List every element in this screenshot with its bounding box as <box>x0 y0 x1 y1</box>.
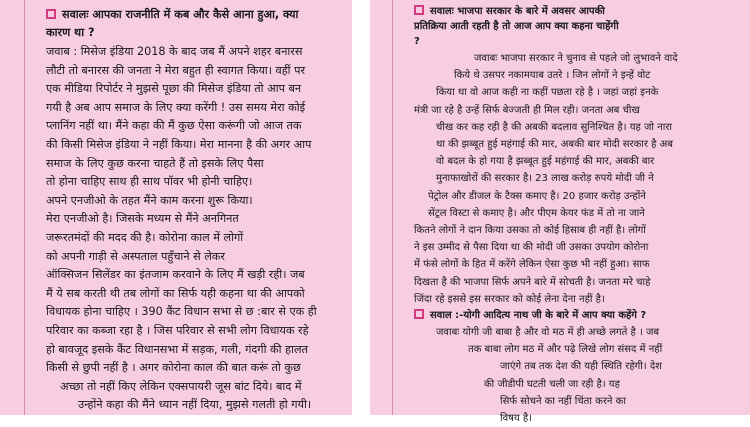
answer-line: गयी है अब आप समाज के लिए क्या करेंगी ! उस समय मेरा कोई <box>46 100 306 114</box>
column-divider <box>352 0 370 415</box>
answer-line: कितने लोगों ने दान किया उसका तो कोई हिसाब ही नहीं है। लोगों <box>414 225 646 237</box>
answer-line: वो बदल के हो गया है झब्बूत हुई महंगाई की मार, अबकी बार <box>436 156 655 168</box>
answer-line: दिखता है की भाजपा सिर्फ अपने बारे में सोचती है। जनता मरे चाहे <box>414 276 651 288</box>
answer-line: को अपनी गाड़ी से अस्पताल पहुँचाने से लेकर <box>46 249 225 263</box>
answer-line: ने इस उम्मीद से पैसा दिया था की मोदी जी उसका उपयोग कोरोना <box>414 242 649 254</box>
checkbox-square-icon <box>46 9 56 19</box>
answer-line: किसी से छुपी नहीं है । अगर कोरोना काल की बात करूं तो कुछ <box>46 361 301 375</box>
answer-line: की जीडीपी घटती चली जा रही है। यह <box>484 378 620 390</box>
answer-line: पेट्रोल और डीजल के टैक्स कमाए है। 20 हजार करोड़ उन्होंने <box>428 190 646 202</box>
left-column <box>0 0 352 415</box>
answer-line: प्लानिंग नहीं था। मैंने कहा की मैं कुछ ऐसा करूंगी जो आज तक <box>46 119 302 133</box>
answer-line: समाज के लिए कुछ करना चाहते हैं तो इसके लिए पैसा <box>46 156 264 170</box>
answer-line: हो बावजूद इसके कैंट विधानसभा में सड़क, गली, गंदगी की हालत <box>46 342 308 356</box>
answer-line: अपने एनजीओ के तहत मैंने काम करना शुरू किया। <box>46 193 253 207</box>
answer-line: मेरा एनजीओ है। जिसके मध्यम से मैंने अनगिनत <box>46 212 239 226</box>
answer-line: में फंसे लोगों के हित में करेंगे लेकिन ऐसा कुछ भी नहीं हुआ। साफ <box>414 259 650 271</box>
question-3-line-1: सवाल :-योगी आदित्य नाथ जी के बारे में आप क्या कहेंगे ? <box>430 310 647 322</box>
answer-line: सेंट्रल विस्टा से कमाए है। और पीएम केयर फंड में तो ना जाने <box>428 207 645 219</box>
question-2-line-1: सवालः भाजपा सरकार के बारे में अवसर आपकी <box>430 6 605 17</box>
answer-line: विषय है। <box>500 413 533 425</box>
answer-3 <box>414 324 742 427</box>
question-1-line-2: कारण था ? <box>46 26 95 39</box>
right-column <box>370 0 750 425</box>
answer-line: लौटी तो बनारस की जनता ने मेरा बहुत ही स्वागत किया। वहीं पर <box>46 63 306 77</box>
answer-line: जरूरतमंदों की मदद की है। कोरोना काल में लोगों <box>46 230 244 244</box>
answer-line: चीख कर कह रही है की अबकी बदलाव सुनिश्चित है। यह जो नारा <box>436 121 672 133</box>
answer-line: सिर्फ सोचने का नहीं चिंता करने का <box>500 395 626 407</box>
answer-line: परिवार का कब्जा रहा है । जिस परिवार से सभी लोग विधायक रहे <box>46 323 309 337</box>
question-1 <box>46 6 346 42</box>
answer-line: जिंदा रहे इससे इस सरकार को कोई लेना देना नहीं है। <box>414 293 605 305</box>
question-2-line-3: ? <box>414 36 420 47</box>
question-2-line-2: प्रतिक्रिया आती रहती है तो आज आप क्या कहना चाहेंगी <box>414 21 619 32</box>
answer-line: की किसी मिसेज इंडिया ने नहीं किया। मेरा मानना है की अगर आप <box>46 137 312 151</box>
answer-line: उन्होंने कहा की मैंने ध्यान नहीं दिया, मुझसे गलती हो गयी। <box>78 398 312 412</box>
question-1-line-1: सवालः आपका राजनीति में कब और कैसे आना हुआ, क्या <box>62 8 299 21</box>
answer-line: अच्छा तो नहीं किए लेकिन एक्सपायरी जूस बांट दिये। बाद में <box>60 379 302 393</box>
checkbox-square-icon <box>414 309 424 319</box>
checkbox-square-icon <box>414 5 424 15</box>
answer-line: मुनाफाखोरों की सरकार है। 23 लाख करोड़ रुपये मोदी जी ने <box>436 173 654 185</box>
answer-line: एक मीडिया रिपोर्टर ने मुझसे पूछा की मिसेज इंडिया तो आप बन <box>46 82 302 96</box>
answer-line: था की झब्बूत हुई महंगाई की मार, अबकी बार मोदी सरकार है अब <box>436 139 673 151</box>
answer-line: जवाबः योगी जी बाबा है और वो मठ में ही अच्छे लगते है । जब <box>436 327 660 339</box>
answer-line: मैं ये सब करती थी तब लोगों का सिर्फ यही कहना था की आपको <box>46 286 305 300</box>
answer-1 <box>46 43 346 415</box>
answer-line: जवाबः भाजपा सरकार ने चुनाव से पहले जो लुभावने वादे <box>474 53 678 64</box>
question-2 <box>414 4 742 49</box>
answer-line: तक बाबा लोग मठ में और पढ़े लिखे लोग संसद में नहीं <box>468 344 663 356</box>
answer-line: जवाब : मिसेज इंडिया 2018 के बाद जब मैं अपने शहर बनारस <box>46 45 303 58</box>
answer-line: तो होना चाहिए साथ ही साथ पॉवर भी होनी चाहिए। <box>46 175 253 189</box>
answer-line: किये थे उसपर नकामयाब उतरे । जिन लोगों ने इन्हें वोट <box>454 70 651 82</box>
answer-line: किया था वो आज कही ना कहीं पछता रहे है । जहां जहां इनके <box>436 87 659 99</box>
answer-line: जाएंगे तब तक देश की यही स्थिति रहेगी। देश <box>500 361 662 373</box>
answer-line: ऑक्सिजन सिलेंडर का इंतजाम करवाने के लिए मैं खड़ी रही। जब <box>46 268 305 282</box>
answer-line: विधायक होना चाहिए । 390 कैंट विधान सभा से छ :बार से एक ही <box>46 305 317 319</box>
answer-line: मंत्री जा रहे है उन्हें सिर्फ बेज्जती ही मिल रही। जनता अब चीख <box>414 104 640 116</box>
answer-2 <box>414 50 742 308</box>
question-3 <box>414 308 742 323</box>
